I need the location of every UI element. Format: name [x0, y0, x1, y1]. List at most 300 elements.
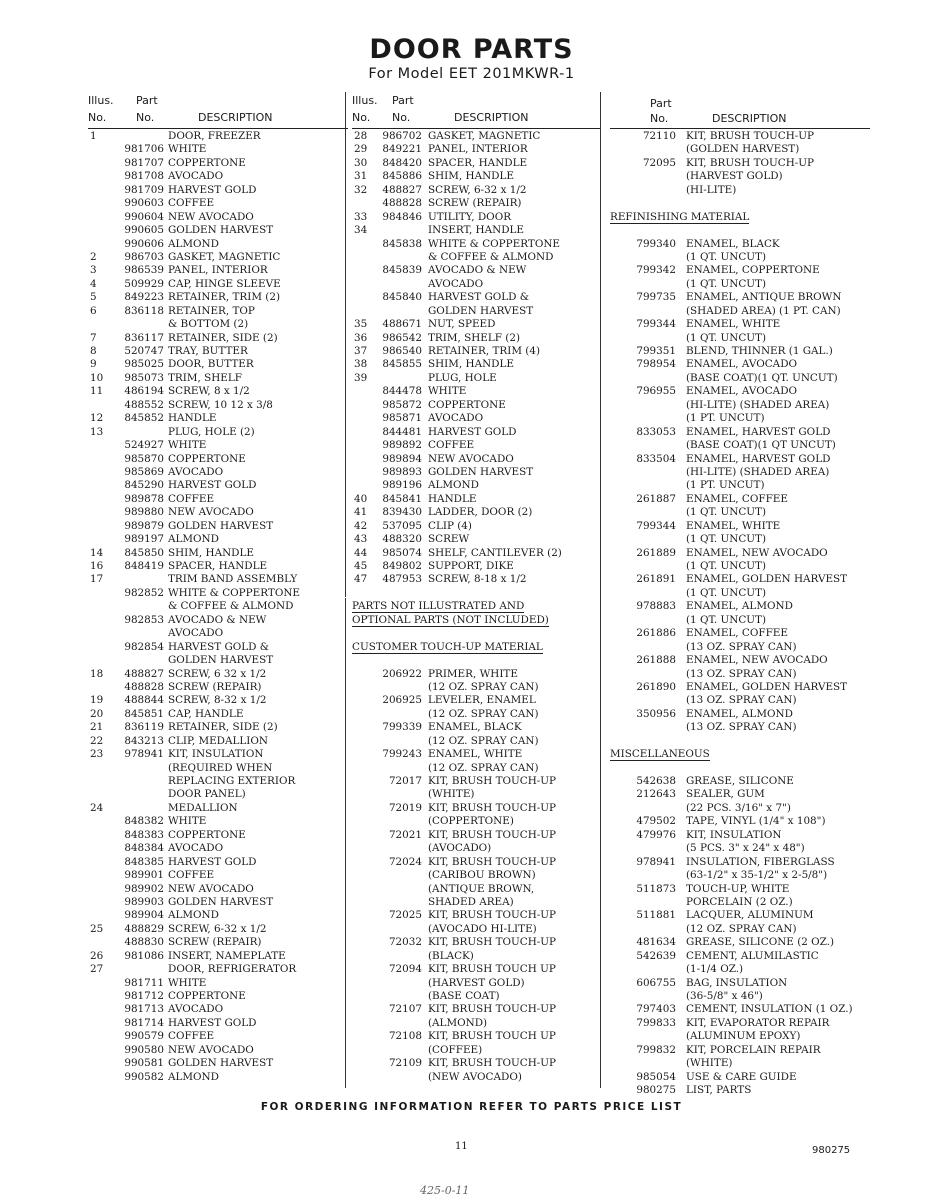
- part-description: (1 QT. UNCUT): [686, 331, 767, 344]
- part-description: PANEL, INTERIOR: [168, 264, 268, 277]
- part-description: (22 PCS. 3/16" x 7"): [686, 801, 791, 814]
- part-number: 848419: [124, 560, 164, 572]
- part-row: [610, 587, 870, 600]
- part-row: [610, 909, 870, 922]
- part-row: [352, 143, 600, 156]
- part-number: 845838: [382, 237, 422, 250]
- part-row: [88, 883, 348, 896]
- section-heading: PARTS NOT ILLUSTRATED AND: [352, 600, 525, 613]
- part-row: [352, 238, 600, 251]
- part-description: COPPERTONE: [168, 828, 246, 841]
- part-description: SHIM, HANDLE: [428, 170, 515, 183]
- part-row: [88, 238, 348, 251]
- parts-column-3: [610, 92, 870, 1098]
- illus-label: Illus.: [88, 94, 114, 107]
- part-row: [352, 573, 600, 586]
- part-row: [352, 802, 600, 815]
- part-row: [610, 291, 870, 304]
- part-number: 984846: [382, 210, 422, 223]
- part-description: COPPERTONE: [428, 398, 506, 411]
- part-row: [610, 264, 870, 277]
- part-row: [88, 1003, 348, 1016]
- part-description: RETAINER, TOP: [168, 304, 255, 317]
- part-description: (1-1/4 OZ.): [686, 963, 744, 976]
- part-row: [88, 681, 348, 694]
- part-row: [88, 466, 348, 479]
- part-row: [610, 815, 870, 828]
- part-description: COFFEE: [168, 492, 215, 505]
- illus-number: 25: [90, 922, 104, 935]
- part-number: 261889: [636, 546, 676, 559]
- part-number: 350956: [636, 707, 676, 720]
- part-row: [610, 950, 870, 963]
- part-row: [88, 600, 348, 613]
- part-row: [352, 883, 600, 896]
- part-row: [352, 170, 600, 183]
- document-number: 980275: [812, 1145, 851, 1156]
- part-row: [610, 896, 870, 909]
- part-row: [610, 318, 870, 331]
- part-description: CLIP, MEDALLION: [168, 734, 269, 747]
- part-description: PORCELAIN (2 OZ.): [686, 895, 793, 908]
- part-row: [352, 278, 600, 291]
- part-description: RETAINER, TRIM (4): [428, 345, 541, 357]
- part-number: 990605: [124, 224, 164, 237]
- part-number: 72108: [388, 1030, 422, 1043]
- part-row: [610, 453, 870, 466]
- part-row: [352, 412, 600, 425]
- part-description: WHITE & COPPERTONE: [428, 237, 561, 250]
- part-row: [88, 318, 348, 331]
- part-number: 848385: [124, 855, 164, 868]
- part-row: [352, 721, 600, 734]
- part-row: [352, 963, 600, 976]
- illus-number: 9: [90, 358, 97, 371]
- part-row: [352, 896, 600, 909]
- part-row: [88, 412, 348, 425]
- part-number: 839430: [382, 506, 422, 519]
- part-row: [610, 479, 870, 492]
- part-description: KIT, INSULATION: [168, 748, 264, 761]
- part-description: ENAMEL, AVOCADO: [686, 385, 798, 398]
- part-number: 981706: [124, 143, 164, 156]
- part-row: [610, 694, 870, 707]
- part-description: SHIM, HANDLE: [168, 546, 255, 559]
- part-row: [88, 251, 348, 264]
- misc-list: [610, 775, 870, 1098]
- part-row: [610, 883, 870, 896]
- part-number: 488830: [124, 936, 164, 949]
- part-description: (ALMOND): [428, 1016, 488, 1029]
- part-row: [610, 708, 870, 721]
- part-row: [88, 735, 348, 748]
- part-number: 261890: [636, 680, 676, 693]
- part-number: 985870: [124, 452, 164, 465]
- part-description: HARVEST GOLD &: [168, 640, 270, 653]
- illus-number: 35: [354, 318, 368, 331]
- part-row: [88, 923, 348, 936]
- part-number: 261886: [636, 627, 676, 640]
- part-row: [352, 426, 600, 439]
- part-row: [610, 305, 870, 318]
- illus-number: 14: [90, 546, 104, 559]
- part-number: 261888: [636, 654, 676, 667]
- part-description: TAPE, VINYL (1/4" x 108"): [686, 815, 826, 828]
- part-row: [88, 224, 348, 237]
- part-row: [88, 305, 348, 318]
- part-number: 72019: [388, 801, 422, 814]
- part-description: KIT, BRUSH TOUCH-UP: [428, 1057, 557, 1070]
- part-number: 836118: [124, 304, 164, 317]
- part-description: KIT, BRUSH TOUCH-UP: [428, 828, 557, 841]
- part-number: 849221: [382, 143, 422, 156]
- part-number: 72095: [642, 156, 676, 169]
- part-description: ENAMEL, NEW AVOCADO: [686, 546, 828, 559]
- part-row: [88, 896, 348, 909]
- part-row: [88, 1057, 348, 1070]
- part-row: [88, 654, 348, 667]
- part-description: (BASE COAT): [428, 990, 500, 1002]
- part-description: DOOR, BUTTER: [168, 358, 254, 371]
- part-description: INSERT, HANDLE: [428, 224, 525, 237]
- part-description: ENAMEL, GOLDEN HARVEST: [686, 680, 848, 693]
- part-number: 488671: [382, 318, 422, 331]
- part-description: AVOCADO: [428, 277, 484, 290]
- part-description: LEVELER, ENAMEL: [428, 694, 536, 707]
- part-row: [88, 399, 348, 412]
- page-title: DOOR PARTS: [369, 34, 574, 65]
- part-row: [352, 184, 600, 197]
- part-row: [88, 963, 348, 976]
- part-row: [352, 909, 600, 922]
- illus-number: 17: [90, 573, 104, 586]
- part-description: KIT, BRUSH TOUCH-UP: [428, 801, 557, 814]
- part-description: CLIP (4): [428, 519, 472, 532]
- part-number: 488829: [124, 922, 164, 935]
- part-description: AVOCADO: [168, 842, 224, 855]
- part-row: [88, 547, 348, 560]
- part-row: [352, 251, 600, 264]
- part-row: [610, 869, 870, 882]
- part-description: LIST, PARTS: [686, 1084, 752, 1097]
- part-description: & COFFEE & ALMOND: [168, 600, 294, 613]
- part-description: HARVEST GOLD: [168, 479, 257, 492]
- section-heading: CUSTOMER TOUCH-UP MATERIAL: [352, 640, 543, 653]
- part-description: ENAMEL, ALMOND: [686, 707, 793, 720]
- part-description: ENAMEL, ANTIQUE BROWN: [686, 291, 842, 304]
- part-row: [610, 977, 870, 990]
- part-number: 799342: [636, 264, 676, 277]
- part-description: CEMENT, ALUMILASTIC: [686, 949, 819, 962]
- part-row: [88, 211, 348, 224]
- part-row: [352, 130, 600, 143]
- part-number: 978941: [636, 855, 676, 868]
- part-number: 845290: [124, 479, 164, 492]
- part-description: TRIM, SHELF: [168, 371, 242, 384]
- column-header: [610, 92, 870, 129]
- part-row: [88, 708, 348, 721]
- part-number: 488828: [124, 680, 164, 693]
- part-description: GREASE, SILICONE: [686, 775, 794, 787]
- part-number: 833504: [636, 452, 676, 465]
- part-row: [352, 385, 600, 398]
- part-number: 989196: [382, 479, 422, 492]
- part-description: COPPERTONE: [168, 452, 246, 465]
- part-row: [610, 170, 870, 183]
- part-description: AVOCADO: [168, 627, 224, 640]
- part-description: (REQUIRED WHEN: [168, 761, 273, 774]
- part-description: LADDER, DOOR (2): [428, 506, 533, 519]
- part-row: [352, 977, 600, 990]
- part-number: 989894: [382, 452, 422, 465]
- part-description: AVOCADO: [168, 465, 224, 478]
- no-label: No.: [136, 111, 155, 124]
- column-header: [88, 92, 348, 129]
- part-description: WHITE: [168, 439, 207, 452]
- part-description: GOLDEN HARVEST: [428, 304, 534, 317]
- part-number: 990604: [124, 210, 164, 223]
- part-description: SCREW (REPAIR): [168, 680, 262, 693]
- part-description: LACQUER, ALUMINUM: [686, 909, 814, 922]
- illus-number: 39: [354, 371, 368, 384]
- part-description: (HARVEST GOLD): [428, 976, 525, 989]
- part-row: [610, 1003, 870, 1016]
- part-number: 72110: [642, 130, 676, 142]
- part-description: (GOLDEN HARVEST): [686, 143, 800, 156]
- part-number: 845850: [124, 546, 164, 559]
- part-number: 72094: [388, 963, 422, 976]
- part-description: GOLDEN HARVEST: [168, 519, 274, 532]
- ordering-footer: FOR ORDERING INFORMATION REFER TO PARTS PRICE LIST: [260, 1101, 683, 1113]
- part-row: [352, 1071, 600, 1084]
- part-description: SCREW, 8-18 x 1/2: [428, 573, 527, 586]
- part-number: 799339: [382, 721, 422, 734]
- part-number: 989880: [124, 506, 164, 519]
- part-number: 212643: [636, 788, 676, 801]
- part-number: 843213: [124, 734, 164, 747]
- part-number: 985054: [636, 1070, 676, 1083]
- part-row: [88, 1044, 348, 1057]
- part-description: COFFEE: [168, 197, 215, 210]
- part-description: PLUG, HOLE: [428, 371, 497, 384]
- part-row: [88, 856, 348, 869]
- illus-number: 33: [354, 210, 368, 223]
- part-number: 989892: [382, 439, 422, 452]
- part-number: 799833: [636, 1016, 676, 1029]
- part-number: 848382: [124, 815, 164, 828]
- part-description: GOLDEN HARVEST: [428, 465, 534, 478]
- part-description: (1 QT. UNCUT): [686, 250, 767, 263]
- part-row: [88, 197, 348, 210]
- part-row: [610, 829, 870, 842]
- part-row: [610, 1044, 870, 1057]
- illus-number: 4: [90, 277, 97, 290]
- part-number: 844478: [382, 385, 422, 398]
- part-description: COFFEE: [428, 439, 475, 452]
- part-row: [610, 533, 870, 546]
- part-row: [352, 842, 600, 855]
- part-description: (1 QT. UNCUT): [686, 586, 767, 599]
- illus-number: 20: [90, 707, 104, 720]
- part-row: [610, 466, 870, 479]
- illus-number: 29: [354, 143, 368, 156]
- part-row: [610, 721, 870, 734]
- part-description: WHITE: [168, 976, 207, 989]
- part-row: [352, 332, 600, 345]
- illus-number: 11: [90, 385, 104, 398]
- part-row: [88, 157, 348, 170]
- part-row: [88, 1030, 348, 1043]
- part-description: SPACER, HANDLE: [168, 560, 268, 572]
- part-description: (1 QT. UNCUT): [686, 560, 767, 572]
- part-number: 989904: [124, 909, 164, 922]
- part-number: 487953: [382, 573, 422, 586]
- no-label: No.: [650, 112, 669, 125]
- part-description: (HI-LITE) (SHADED AREA): [686, 465, 830, 478]
- part-description: (NEW AVOCADO): [428, 1070, 522, 1083]
- part-number: 488828: [382, 197, 422, 210]
- part-row: [88, 453, 348, 466]
- part-row: [88, 950, 348, 963]
- part-row: [352, 466, 600, 479]
- part-description: NEW AVOCADO: [168, 1043, 254, 1056]
- part-description: NEW AVOCADO: [168, 882, 254, 895]
- part-number: 537095: [382, 519, 422, 532]
- part-row: [88, 1071, 348, 1084]
- part-description: DOOR, REFRIGERATOR: [168, 963, 297, 976]
- part-row: [610, 600, 870, 613]
- part-number: 990603: [124, 197, 164, 210]
- part-number: 848420: [382, 156, 422, 169]
- part-number: 261887: [636, 492, 676, 505]
- part-description: (1 QT. UNCUT): [686, 506, 767, 519]
- part-description: GOLDEN HARVEST: [168, 1057, 274, 1070]
- part-row: [352, 829, 600, 842]
- part-description: COPPERTONE: [168, 156, 246, 169]
- illus-number: 6: [90, 304, 97, 317]
- part-description: KIT, BRUSH TOUCH UP: [428, 1030, 556, 1043]
- part-number: 986542: [382, 331, 422, 344]
- part-number: 799344: [636, 318, 676, 331]
- part-row: [88, 506, 348, 519]
- part-number: 989879: [124, 519, 164, 532]
- part-description: KIT, BRUSH TOUCH-UP: [686, 130, 815, 142]
- part-row: [610, 573, 870, 586]
- part-description: KIT, BRUSH TOUCH UP: [428, 963, 556, 976]
- part-number: 72025: [388, 909, 422, 922]
- illus-number: 30: [354, 156, 368, 169]
- part-row: [88, 493, 348, 506]
- part-row: [88, 721, 348, 734]
- part-number: 481634: [636, 936, 676, 949]
- part-number: 981708: [124, 170, 164, 183]
- part-row: [352, 291, 600, 304]
- part-number: 990582: [124, 1070, 164, 1083]
- part-number: 989903: [124, 895, 164, 908]
- part-description: SCREW, 6 32 x 1/2: [168, 667, 267, 680]
- part-description: ENAMEL, COPPERTONE: [686, 264, 820, 277]
- part-row: [352, 399, 600, 412]
- part-description: ENAMEL, ALMOND: [686, 600, 793, 613]
- part-description: ENAMEL, BLACK: [686, 237, 780, 250]
- part-description: ENAMEL, NEW AVOCADO: [686, 654, 828, 667]
- part-description: COFFEE: [168, 869, 215, 882]
- illus-number: 47: [354, 573, 368, 586]
- part-row: [610, 372, 870, 385]
- illus-number: 27: [90, 963, 104, 976]
- part-description: INSULATION, FIBERGLASS: [686, 855, 835, 868]
- part-row: [88, 345, 348, 358]
- part-number: 985872: [382, 398, 422, 411]
- part-description: KIT, BRUSH TOUCH-UP: [428, 855, 557, 868]
- part-description: ENAMEL, COFFEE: [686, 492, 788, 505]
- part-description: AVOCADO & NEW: [428, 264, 527, 277]
- part-description: DOOR, FREEZER: [168, 130, 261, 142]
- illus-number: 8: [90, 345, 97, 357]
- part-description: SCREW, 6-32 x 1/2: [428, 183, 527, 196]
- illus-number: 10: [90, 371, 104, 384]
- part-row: [610, 493, 870, 506]
- part-description: (13 OZ. SPRAY CAN): [686, 667, 797, 680]
- illus-number: 38: [354, 358, 368, 371]
- part-description: ALMOND: [168, 237, 219, 250]
- part-row: [88, 869, 348, 882]
- part-description: SPACER, HANDLE: [428, 156, 528, 169]
- illus-number: 32: [354, 183, 368, 196]
- part-number: 488844: [124, 694, 164, 707]
- part-row: [88, 372, 348, 385]
- part-description: HARVEST GOLD &: [428, 291, 530, 304]
- illus-number: 44: [354, 546, 368, 559]
- part-row: [352, 453, 600, 466]
- part-description: NEW AVOCADO: [168, 210, 254, 223]
- part-number: 542639: [636, 949, 676, 962]
- part-number: 981712: [124, 990, 164, 1002]
- part-row: [610, 560, 870, 573]
- part-description: WHITE & COPPERTONE: [168, 586, 301, 599]
- part-description: COPPERTONE: [168, 990, 246, 1002]
- part-description: KIT, BRUSH TOUCH-UP: [428, 909, 557, 922]
- part-row: [88, 291, 348, 304]
- part-number: 986539: [124, 264, 164, 277]
- part-row: [610, 278, 870, 291]
- illus-number: 7: [90, 331, 97, 344]
- part-number: 488827: [382, 183, 422, 196]
- part-description: PLUG, HOLE (2): [168, 425, 255, 438]
- part-row: [352, 936, 600, 949]
- part-number: 486194: [124, 385, 164, 398]
- part-number: 72109: [388, 1057, 422, 1070]
- illus-number: 18: [90, 667, 104, 680]
- part-description: ENAMEL, WHITE: [686, 318, 781, 331]
- part-description: CAP, HANDLE: [168, 707, 244, 720]
- parts-list: [88, 129, 348, 1084]
- touchup-list: [610, 129, 870, 197]
- part-row: [352, 345, 600, 358]
- part-description: KIT, BRUSH TOUCH-UP: [428, 936, 557, 949]
- part-row: [88, 748, 348, 761]
- part-row: [610, 654, 870, 667]
- part-description: BLEND, THINNER (1 GAL.): [686, 345, 833, 357]
- part-row: [88, 520, 348, 533]
- part-number: 479976: [636, 828, 676, 841]
- part-row: [88, 694, 348, 707]
- illus-label: Illus.: [352, 94, 378, 107]
- part-number: 989902: [124, 882, 164, 895]
- touchup-list: [352, 668, 600, 1085]
- part-row: [352, 681, 600, 694]
- part-description: (BASE COAT)(1 QT. UNCUT): [686, 371, 838, 384]
